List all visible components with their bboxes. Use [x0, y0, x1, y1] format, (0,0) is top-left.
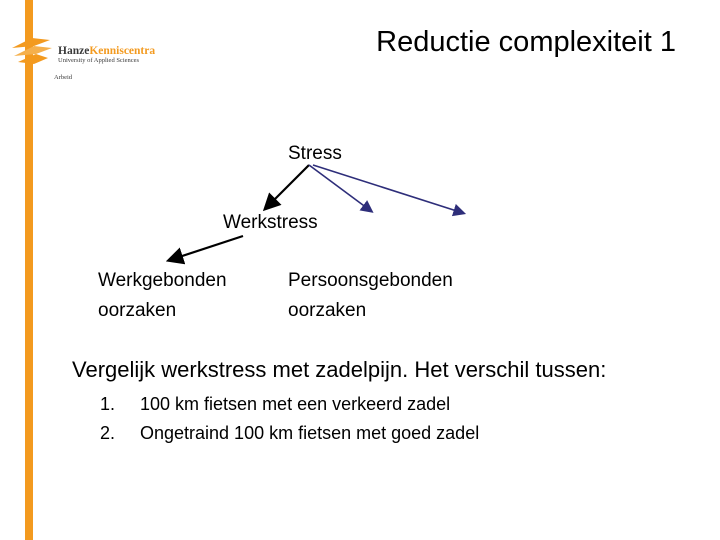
body-text: Vergelijk werkstress met zadelpijn. Het verschil tussen:	[72, 357, 607, 382]
list-item: 1. 100 km fietsen met een verkeerd zadel	[100, 394, 451, 414]
list-item: 2. Ongetraind 100 km fietsen met goed zadel	[100, 423, 480, 443]
numbered-list	[100, 390, 479, 448]
arrow-stress-to-right	[313, 165, 463, 213]
node-werkgebonden-line1: Werkgebonden	[98, 270, 227, 291]
node-persoonsgebonden-line2: oorzaken	[288, 300, 367, 321]
node-stress: Stress	[288, 143, 342, 164]
page-title: Reductie complexiteit 1	[376, 26, 676, 58]
node-werkgebonden-line2: oorzaken	[98, 300, 177, 321]
arrow-stress-to-middle	[309, 165, 371, 211]
node-werkgebonden	[98, 266, 227, 326]
node-werkstress: Werkstress	[223, 212, 318, 233]
logo-department: Arbeid	[54, 74, 73, 81]
logo-name: HanzeKenniscentra	[58, 45, 156, 57]
arrow-stress-to-werkstress	[266, 165, 309, 208]
node-persoonsgebonden	[288, 266, 453, 326]
node-persoonsgebonden-line1: Persoonsgebonden	[288, 270, 453, 291]
arrow-werkstress-to-werkgebonden	[170, 236, 243, 260]
logo-subtitle: University of Applied Sciences	[58, 57, 140, 64]
